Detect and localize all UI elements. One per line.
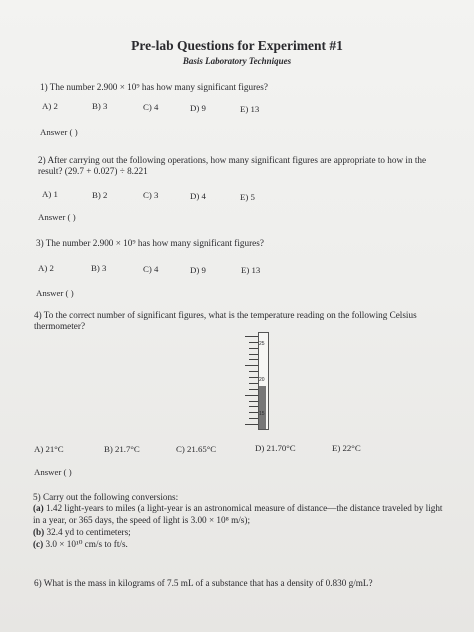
thermometer-tick xyxy=(249,354,258,355)
thermometer-tick xyxy=(249,406,258,407)
q5c-text: 3.0 × 10¹⁰ cm/s to ft/s. xyxy=(45,539,128,549)
scale-label-20: 20 xyxy=(259,377,265,383)
page-subtitle: Basis Laboratory Techniques xyxy=(182,56,292,66)
question-5c xyxy=(33,539,128,550)
thermometer-tick xyxy=(249,371,258,372)
thermometer-tick xyxy=(249,383,258,384)
q3-answer-blank: Answer ( ) xyxy=(36,288,74,298)
q3-option-b: B) 3 xyxy=(91,263,107,273)
scale-label-25: 25 xyxy=(259,341,265,347)
q5b-label: (b) xyxy=(33,527,45,537)
page-title: Pre-lab Questions for Experiment #1 xyxy=(131,38,343,53)
q1-option-e: E) 13 xyxy=(240,104,260,114)
thermometer-tick xyxy=(249,389,258,390)
question-5a-line2: in a year, or 365 days, the speed of light is 3.00 × 10⁸ m/s); xyxy=(33,515,250,525)
scale-label-15: 15 xyxy=(259,411,265,417)
q1-option-d: D) 9 xyxy=(190,103,206,113)
question-4-line1: 4) To the correct number of significant figures, what is the temperature reading on the following Celsius xyxy=(34,310,417,320)
q4-answer-blank: Answer ( ) xyxy=(34,467,72,477)
q4-option-a: A) 21°C xyxy=(34,444,64,454)
thermometer-mercury xyxy=(259,386,266,429)
question-5-intro: 5) Carry out the following conversions: xyxy=(33,492,179,502)
q2-option-c: C) 3 xyxy=(143,190,159,200)
q2-option-a: A) 1 xyxy=(42,189,58,199)
question-5a-line1 xyxy=(33,503,443,513)
q5a-label: (a) xyxy=(33,503,44,513)
q1-option-c: C) 4 xyxy=(143,102,159,112)
q3-option-e: E) 13 xyxy=(241,265,261,275)
q4-option-d: D) 21.70°C xyxy=(255,443,296,453)
question-3-text: 3) The number 2.900 × 10⁹ has how many significant figures? xyxy=(36,238,264,248)
question-5b xyxy=(33,527,131,537)
q3-option-c: C) 4 xyxy=(143,264,159,274)
q2-option-b: B) 2 xyxy=(92,190,108,200)
thermometer-tick xyxy=(249,342,258,343)
question-4-line2: thermometer? xyxy=(34,321,86,331)
question-2-line1: 2) After carrying out the following operations, how many significant figures are appropriate to how in the xyxy=(38,155,427,165)
q4-option-c: C) 21.65°C xyxy=(176,444,217,454)
q5c-label: (c) xyxy=(33,539,44,549)
q1-option-b: B) 3 xyxy=(92,101,108,111)
question-2-line2: result? (29.7 + 0.027) ÷ 8.221 xyxy=(38,166,148,176)
q1-option-a: A) 2 xyxy=(42,101,58,111)
thermometer-tick xyxy=(249,412,258,413)
thermometer-tick xyxy=(245,336,258,337)
q5b-text: 32.4 yd to centimeters; xyxy=(46,527,131,537)
thermometer-tick xyxy=(249,377,258,378)
thermometer-tick xyxy=(245,365,258,366)
q5a-text: 1.42 light-years to miles (a light-year is an astronomical measure of distance—the distance traveled by light xyxy=(46,503,443,513)
q2-option-d: D) 4 xyxy=(190,191,206,201)
q4-option-b: B) 21.7°C xyxy=(104,444,140,454)
q3-option-d: D) 9 xyxy=(190,265,206,275)
q4-option-e: E) 22°C xyxy=(332,443,361,453)
q1-answer-blank: Answer ( ) xyxy=(40,127,78,137)
q2-option-e: E) 5 xyxy=(240,192,255,202)
thermometer-tick xyxy=(249,418,258,419)
thermometer-tick xyxy=(249,359,258,360)
thermometer-tick xyxy=(249,348,258,349)
question-6-text: 6) What is the mass in kilograms of 7.5 mL of a substance that has a density of 0.830 g/mL? xyxy=(34,578,373,588)
thermometer-tick xyxy=(245,424,258,425)
q3-option-a: A) 2 xyxy=(38,263,54,273)
thermometer-tick xyxy=(249,401,258,402)
question-1-text: 1) The number 2.900 × 10⁹ has how many significant figures? xyxy=(40,82,268,92)
q2-answer-blank: Answer ( ) xyxy=(38,212,76,222)
thermometer-tick xyxy=(245,395,258,396)
